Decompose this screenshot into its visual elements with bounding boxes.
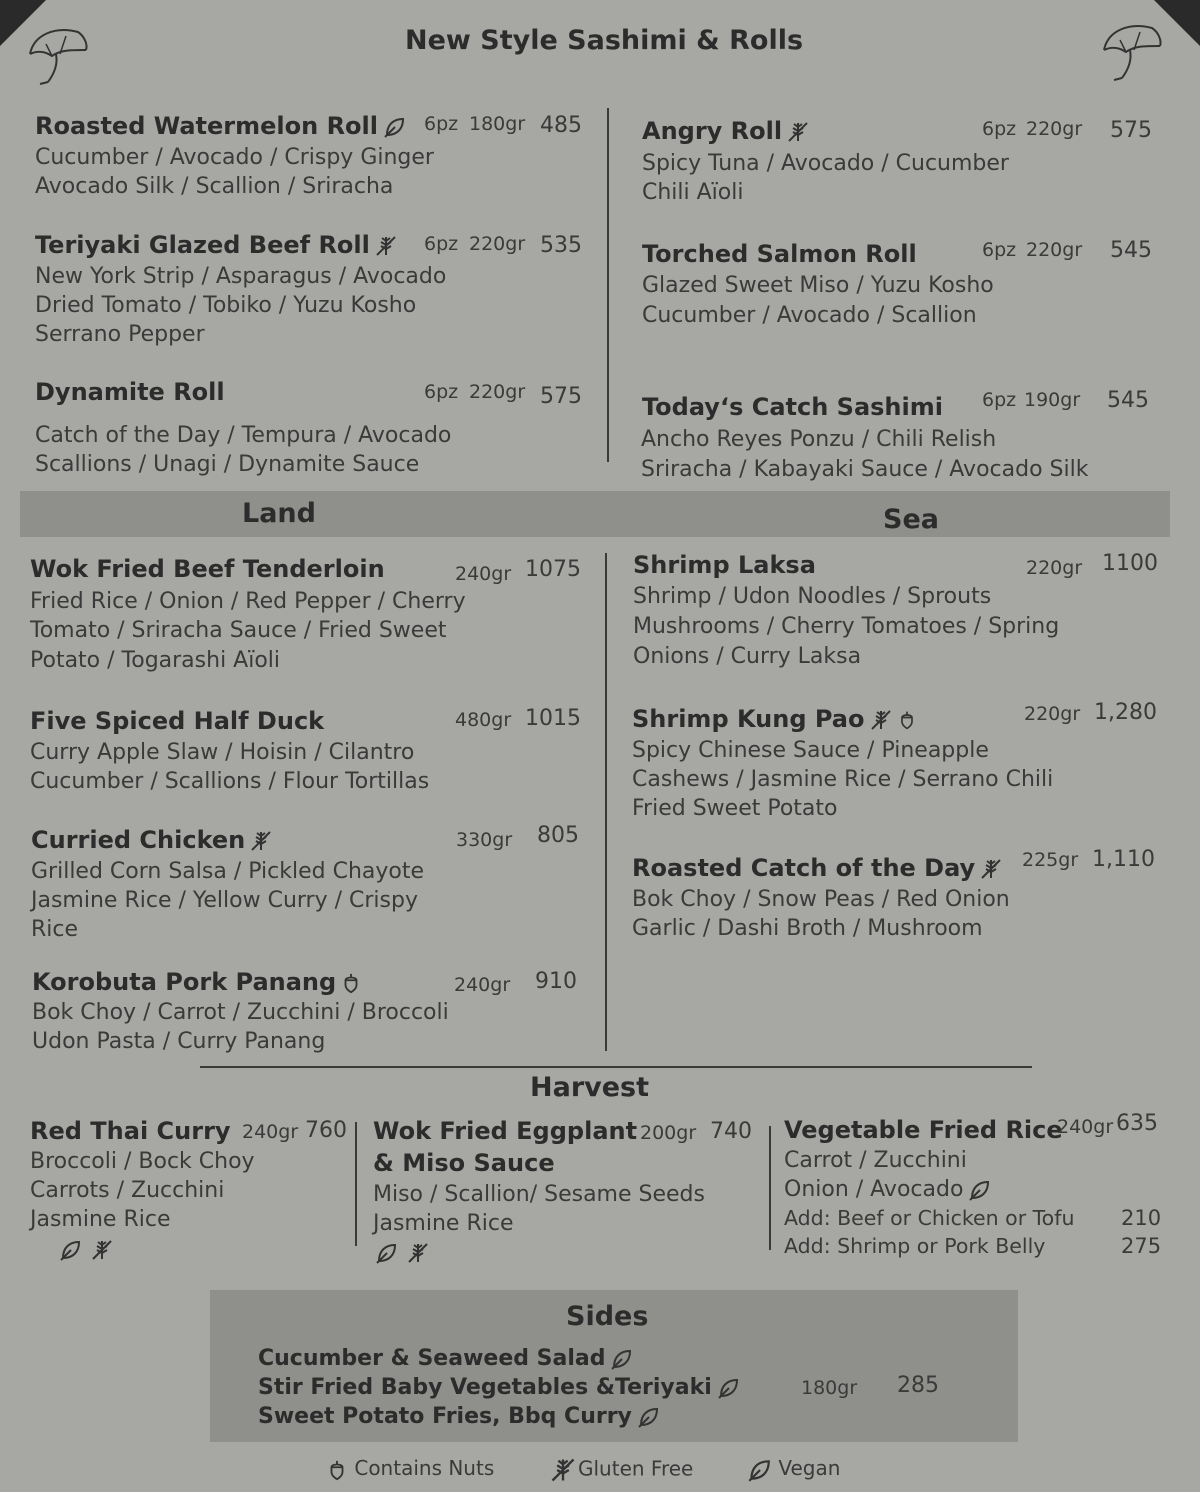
umbrella-logo-icon bbox=[26, 24, 90, 88]
section-rule bbox=[200, 1066, 1032, 1068]
side-item: Sweet Potato Fries, Bbq Curry bbox=[258, 1404, 632, 1429]
contains-nuts-icon bbox=[326, 1457, 348, 1483]
contains-nuts-icon bbox=[340, 971, 362, 995]
gluten-free-icon bbox=[979, 857, 1003, 881]
side-item: Stir Fried Baby Vegetables &Teriyaki bbox=[258, 1375, 712, 1400]
vegan-leaf-icon bbox=[636, 1405, 660, 1429]
gluten-free-icon bbox=[786, 120, 810, 144]
gluten-free-icon bbox=[869, 708, 893, 732]
vegan-leaf-icon bbox=[967, 1178, 991, 1202]
vegan-leaf-icon bbox=[609, 1347, 633, 1371]
column-divider bbox=[769, 1126, 771, 1250]
section-heading-sea: Sea bbox=[883, 504, 939, 535]
section-heading-harvest: Harvest bbox=[530, 1072, 650, 1103]
vegan-leaf-icon bbox=[716, 1376, 740, 1400]
legend-gluten: Gluten Free bbox=[544, 1456, 693, 1484]
legend-nuts: Contains Nuts bbox=[322, 1456, 494, 1483]
section-heading-sides: Sides bbox=[566, 1301, 649, 1332]
vegan-leaf-icon bbox=[58, 1238, 82, 1262]
umbrella-logo-icon bbox=[1100, 20, 1164, 84]
sides-price: 285 bbox=[897, 1373, 939, 1398]
column-divider bbox=[355, 1122, 357, 1246]
side-item: Cucumber & Seaweed Salad bbox=[258, 1346, 606, 1371]
gluten-free-icon bbox=[406, 1241, 430, 1265]
vegan-leaf-icon bbox=[746, 1457, 772, 1483]
page-title: New Style Sashimi & Rolls bbox=[405, 25, 804, 56]
vegan-leaf-icon bbox=[374, 1241, 398, 1265]
column-divider bbox=[607, 108, 609, 462]
gluten-free-icon bbox=[249, 829, 273, 853]
section-heading-land: Land bbox=[242, 498, 316, 529]
gluten-free-icon bbox=[90, 1238, 114, 1262]
contains-nuts-icon bbox=[897, 708, 917, 732]
sides-weight: 180gr bbox=[801, 1377, 858, 1399]
column-divider bbox=[605, 553, 607, 1051]
gluten-free-icon bbox=[374, 234, 398, 258]
vegan-leaf-icon bbox=[382, 115, 406, 139]
legend-vegan: Vegan bbox=[742, 1456, 840, 1483]
section-band bbox=[20, 491, 1170, 537]
gluten-free-icon bbox=[548, 1456, 578, 1484]
